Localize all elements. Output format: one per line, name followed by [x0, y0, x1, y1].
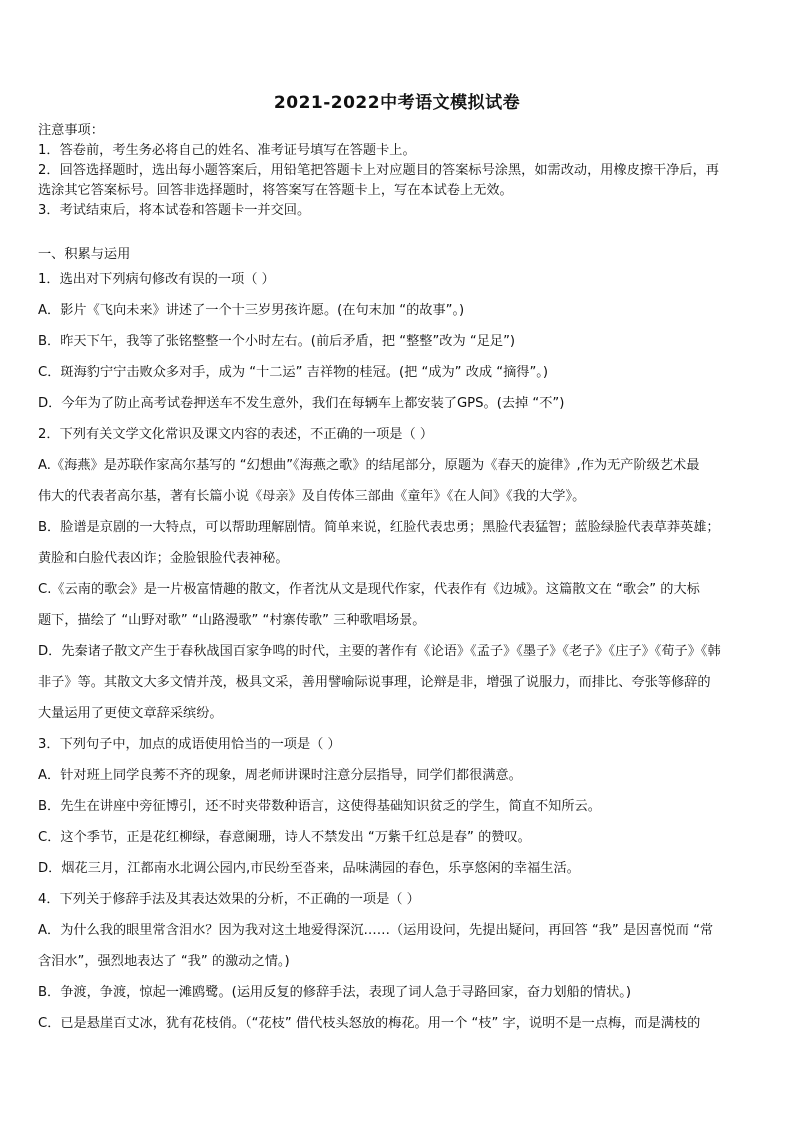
text-line: 非子》等。其散文大多文情并茂，极具文采，善用譬喻际说事理，论辩是非，增强了说服力，而排比、夸张等修辞的 — [38, 675, 711, 690]
text-line: A．为什么我的眼里常含泪水？因为我对这土地爱得深沉……（运用设问，先提出疑问，再回答 “我” 是因喜悦而 “常 — [38, 923, 714, 938]
text-line: 1．选出对下列病句修改有误的一项（ ） — [38, 272, 275, 287]
notice-heading: 注意事项： — [38, 123, 104, 138]
text-line: C．已是悬崖百丈冰，犹有花枝俏。（“花枝” 借代枝头怒放的梅花。用一个 “枝” 字，说明不是一点梅，而是满枝的 — [38, 1016, 701, 1031]
text-line: 4．下列关于修辞手法及其表达效果的分析，不正确的一项是（ ） — [38, 892, 420, 907]
text-line: D．烟花三月，江都南水北调公园内,市民纷至沓来，品味满园的春色，乐享悠闲的幸福生活。 — [38, 861, 580, 876]
text-line: 3．下列句子中，加点的成语使用恰当的一项是（ ） — [38, 737, 341, 752]
text-line: 伟大的代表者高尔基，著有长篇小说《母亲》及自传体三部曲《童年》《在人间》《我的大学》。 — [38, 489, 586, 504]
text-line: B．先生在讲座中旁征博引，还不时夹带数种语言，这使得基础知识贫乏的学生，简直不知所云。 — [38, 799, 601, 814]
text-line: D．先秦诸子散文产生于春秋战国百家争鸣的时代，主要的著作有《论语》《孟子》《墨子》《老子》《庄子》《荀子》《韩 — [38, 644, 721, 659]
text-line: D．今年为了防止高考试卷押送车不发生意外，我们在每辆车上都安装了GPS。(去掉 “不”) — [38, 396, 565, 411]
text-line: A.《海燕》是苏联作家高尔基写的 “幻想曲”《海燕之歌》的结尾部分，原题为《春天的旋律》,作为无产阶级艺术最 — [38, 458, 700, 473]
text-line: B．脸谱是京剧的一大特点，可以帮助理解剧情。简单来说，红脸代表忠勇；黑脸代表猛智；蓝脸绿脸代表草莽英雄； — [38, 520, 720, 535]
text-line: A．针对班上同学良莠不齐的现象，周老师讲课时注意分层指导，同学们都很满意。 — [38, 768, 522, 783]
section-heading: 一、积累与运用 — [38, 247, 131, 262]
notice-line: 选涂其它答案标号。回答非选择题时，将答案写在答题卡上，写在本试卷上无效。 — [38, 183, 513, 198]
text-line: C.《云南的歌会》是一片极富情趣的散文，作者沈从文是现代作家，代表作有《边城》。这篇散文在 “歌会” 的大标 — [38, 582, 700, 597]
text-line: 题下，描绘了 “山野对歌” “山路漫歌” “村寨传歌” 三种歌唱场景。 — [38, 613, 426, 628]
notice-line: 3．考试结束后，将本试卷和答题卡一并交回。 — [38, 203, 311, 218]
text-line: C．斑海豹宁宁击败众多对手，成为 “十二运” 吉祥物的桂冠。(把 “成为” 改成 “摘得”。) — [38, 365, 549, 380]
text-line: B．争渡，争渡，惊起一滩鸥鹭。(运用反复的修辞手法，表现了词人急于寻路回家，奋力划船的情状。) — [38, 985, 631, 1000]
text-line: A．影片《飞向未来》讲述了一个十三岁男孩许愿。(在句末加 “的故事”。) — [38, 303, 465, 318]
text-line: B．昨天下午，我等了张铭整整一个小时左右。(前后矛盾，把 “整整”改为 “足足”) — [38, 334, 516, 349]
text-line: 黄脸和白脸代表凶诈；金脸银脸代表神秘。 — [38, 551, 289, 566]
text-line: 含泪水”，强烈地表达了 “我” 的激动之情。) — [38, 954, 290, 969]
notice-line: 2．回答选择题时，选出每小题答案后，用铅笔把答题卡上对应题目的答案标号涂黑，如需改动，用橡皮擦干净后，再 — [38, 163, 719, 178]
text-line: 2．下列有关文学文化常识及课文内容的表述，不正确的一项是（ ） — [38, 427, 434, 442]
exam-title: 2021-2022中考语文模拟试卷 — [273, 93, 521, 113]
text-line: C．这个季节，正是花红柳绿，春意阑珊，诗人不禁发出 “万紫千红总是春” 的赞叹。 — [38, 830, 531, 845]
notice-line: 1．答卷前，考生务必将自己的姓名、准考证号填写在答题卡上。 — [38, 143, 416, 158]
text-line: 大量运用了更使文章辞采缤纷。 — [38, 706, 223, 721]
